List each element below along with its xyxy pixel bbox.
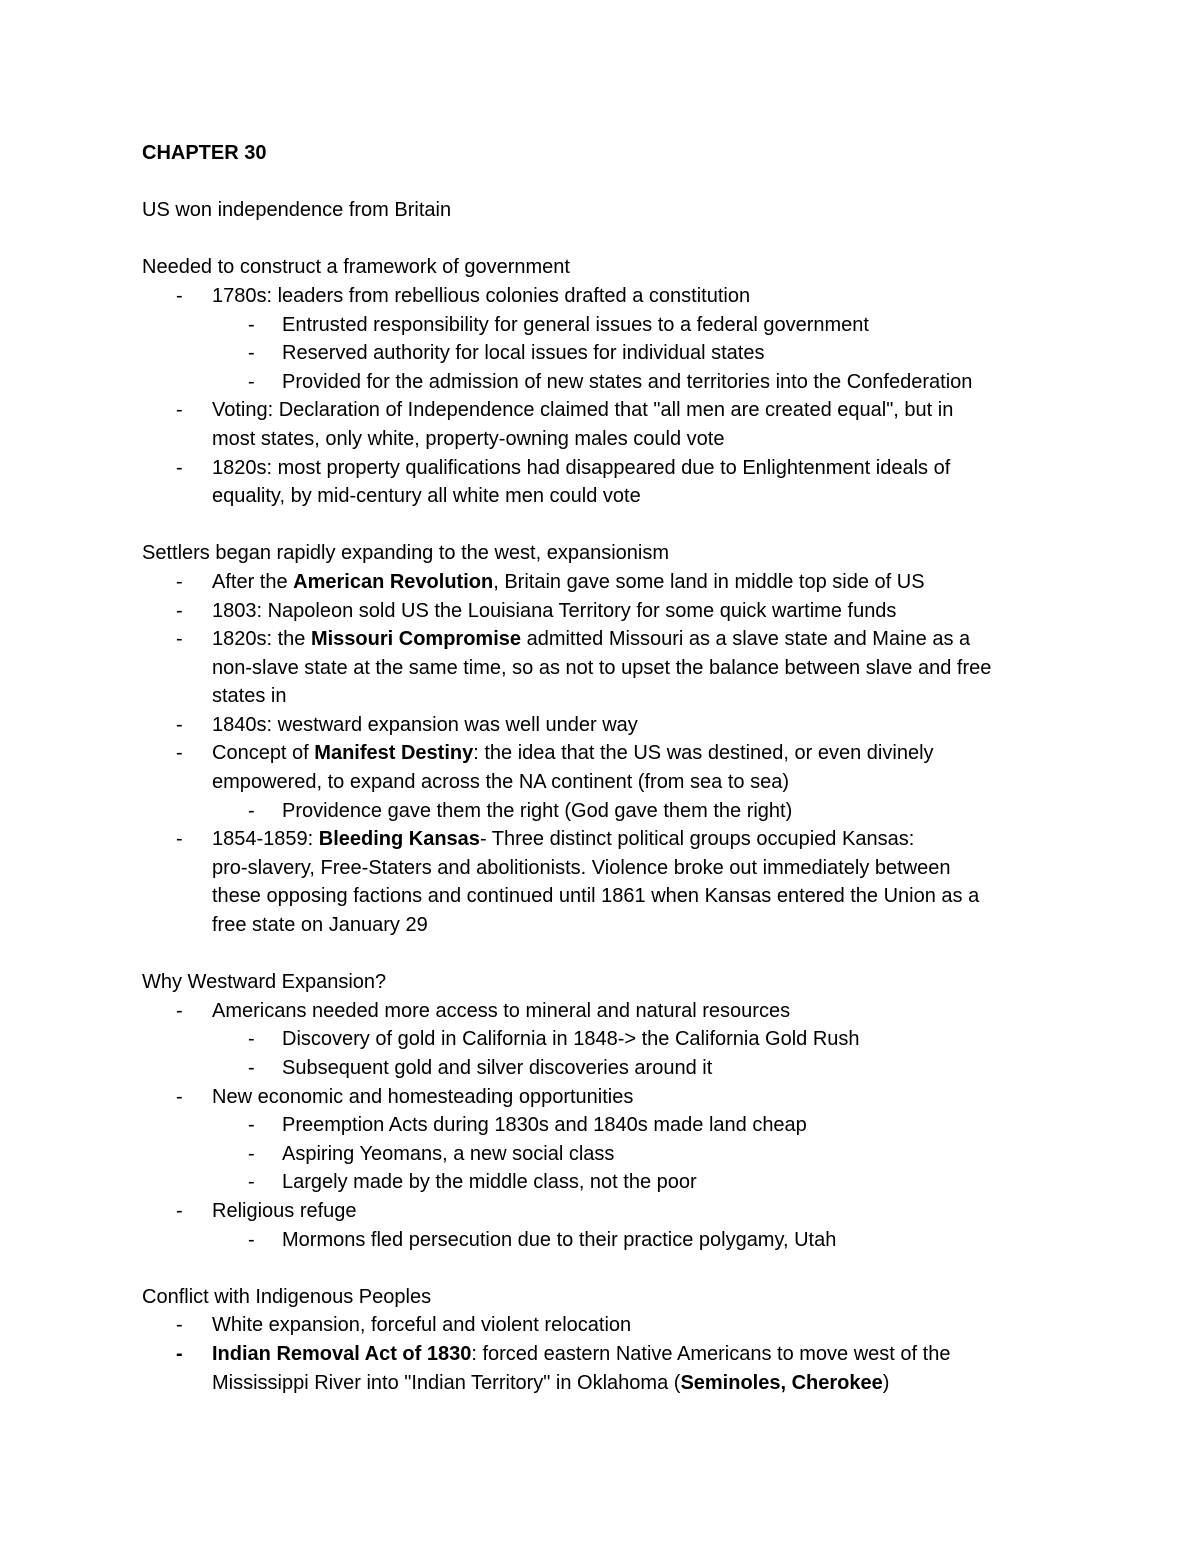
sub-bullet-item: - Reserved authority for local issues for individual states <box>142 339 1072 368</box>
spacer <box>142 511 1072 540</box>
bullet-continuation: Mississippi River into "Indian Territory" in Oklahoma (Seminoles, Cherokee) <box>212 1371 890 1394</box>
bullet-continuation: these opposing factions and continued until 1861 when Kansas entered the Union as a <box>212 885 980 908</box>
key-term: Bleeding Kansas <box>318 828 480 851</box>
bullet-dash: - <box>248 1028 255 1051</box>
key-term: Manifest Destiny <box>314 742 474 765</box>
bullet-item: - Americans needed more access to mineral and natural resources <box>142 997 1072 1026</box>
sub-bullet-item: - Subsequent gold and silver discoveries around it <box>142 1054 1072 1083</box>
sub-bullet-item: - Preemption Acts during 1830s and 1840s made land cheap <box>142 1111 1072 1140</box>
chapter-title: CHAPTER 30 <box>142 142 267 164</box>
bullet-item: - Religious refuge <box>142 1197 1072 1226</box>
sub-bullet-item: - Mormons fled persecution due to their practice polygamy, Utah <box>142 1226 1072 1255</box>
bullet-continuation: non-slave state at the same time, so as not to upset the balance between slave and free <box>212 656 992 679</box>
bullet-dash: - <box>176 1199 183 1222</box>
bullet-item: - 1820s: most property qualifications had disappeared due to Enlightenment ideals of <box>142 454 1072 483</box>
intro-line: US won independence from Britain <box>142 199 452 222</box>
key-term: Indian Removal Act of 1830 <box>212 1342 472 1365</box>
bullet-continuation: pro-slavery, Free-Staters and abolitionists. Violence broke out immediately between <box>212 856 951 879</box>
bullet-dash: - <box>176 1342 183 1365</box>
bullet-item: - New economic and homesteading opportunities <box>142 1083 1072 1112</box>
bullet-dash: - <box>176 399 183 422</box>
bullet-item: - 1840s: westward expansion was well under way <box>142 711 1072 740</box>
key-term: Missouri Compromise <box>310 628 522 651</box>
bullet-item: - 1780s: leaders from rebellious colonies drafted a constitution <box>142 282 1072 311</box>
section-heading-expansion: Settlers began rapidly expanding to the west, expansionism <box>142 542 669 565</box>
bullet-continuation: most states, only white, property-owning males could vote <box>212 427 725 450</box>
document-body <box>142 139 1072 1397</box>
spacer <box>142 225 1072 254</box>
bullet-dash: - <box>248 313 255 336</box>
bullet-dash: - <box>248 1114 255 1137</box>
sub-bullet-item: - Discovery of gold in California in 1848-> the California Gold Rush <box>142 1025 1072 1054</box>
sub-bullet-item: - Providence gave them the right (God gave them the right) <box>142 797 1072 826</box>
bullet-item: - Concept of Manifest Destiny: the idea that the US was destined, or even divinely <box>142 739 1072 768</box>
bullet-item: - 1820s: the Missouri Compromise admitted Missouri as a slave state and Maine as a <box>142 625 1072 654</box>
section-heading-why-westward: Why Westward Expansion? <box>142 971 387 994</box>
bullet-dash: - <box>176 742 183 765</box>
bullet-dash: - <box>176 456 183 479</box>
bullet-dash: - <box>248 1171 255 1194</box>
sub-bullet-item: - Entrusted responsibility for general issues to a federal government <box>142 311 1072 340</box>
bullet-continuation: equality, by mid-century all white men could vote <box>212 485 641 508</box>
bullet-item: - White expansion, forceful and violent relocation <box>142 1311 1072 1340</box>
bullet-dash: - <box>248 1057 255 1079</box>
spacer <box>142 1254 1072 1283</box>
bullet-dash: - <box>248 342 255 365</box>
bullet-continuation: empowered, to expand across the NA continent (from sea to sea) <box>212 771 789 794</box>
bullet-dash: - <box>176 713 183 736</box>
key-term: American Revolution <box>293 570 494 593</box>
bullet-dash: - <box>176 628 183 651</box>
sub-bullet-item: - Provided for the admission of new states and territories into the Confederation <box>142 368 1072 397</box>
spacer <box>142 940 1072 969</box>
bullet-item: - After the American Revolution, Britain gave some land in middle top side of US <box>142 568 1072 597</box>
bullet-continuation: states in <box>212 685 287 708</box>
bullet-dash: - <box>176 1314 183 1337</box>
bullet-dash: - <box>248 1142 255 1165</box>
sub-bullet-item: - Largely made by the middle class, not the poor <box>142 1168 1072 1197</box>
bullet-dash: - <box>248 799 255 822</box>
bullet-dash: - <box>176 999 183 1022</box>
bullet-item: - Indian Removal Act of 1830: forced eastern Native Americans to move west of the <box>142 1340 1072 1369</box>
section-heading-framework: Needed to construct a framework of government <box>142 256 570 279</box>
bullet-dash: - <box>176 599 183 622</box>
bullet-dash: - <box>176 570 183 593</box>
bullet-continuation: free state on January 29 <box>212 914 428 937</box>
key-term: Seminoles, Cherokee <box>680 1371 883 1394</box>
bullet-dash: - <box>176 1085 183 1108</box>
bullet-dash: - <box>176 284 183 307</box>
bullet-dash: - <box>248 370 255 393</box>
bullet-dash: - <box>248 1228 255 1251</box>
bullet-item: - 1854-1859: Bleeding Kansas- Three distinct political groups occupied Kansas: <box>142 825 1072 854</box>
section-heading-conflict: Conflict with Indigenous Peoples <box>142 1285 432 1308</box>
bullet-item: - Voting: Declaration of Independence claimed that "all men are created equal", but in <box>142 396 1072 425</box>
bullet-item: - 1803: Napoleon sold US the Louisiana Territory for some quick wartime funds <box>142 597 1072 626</box>
sub-bullet-item: - Aspiring Yeomans, a new social class <box>142 1140 1072 1169</box>
spacer <box>142 168 1072 197</box>
bullet-dash: - <box>176 828 183 851</box>
